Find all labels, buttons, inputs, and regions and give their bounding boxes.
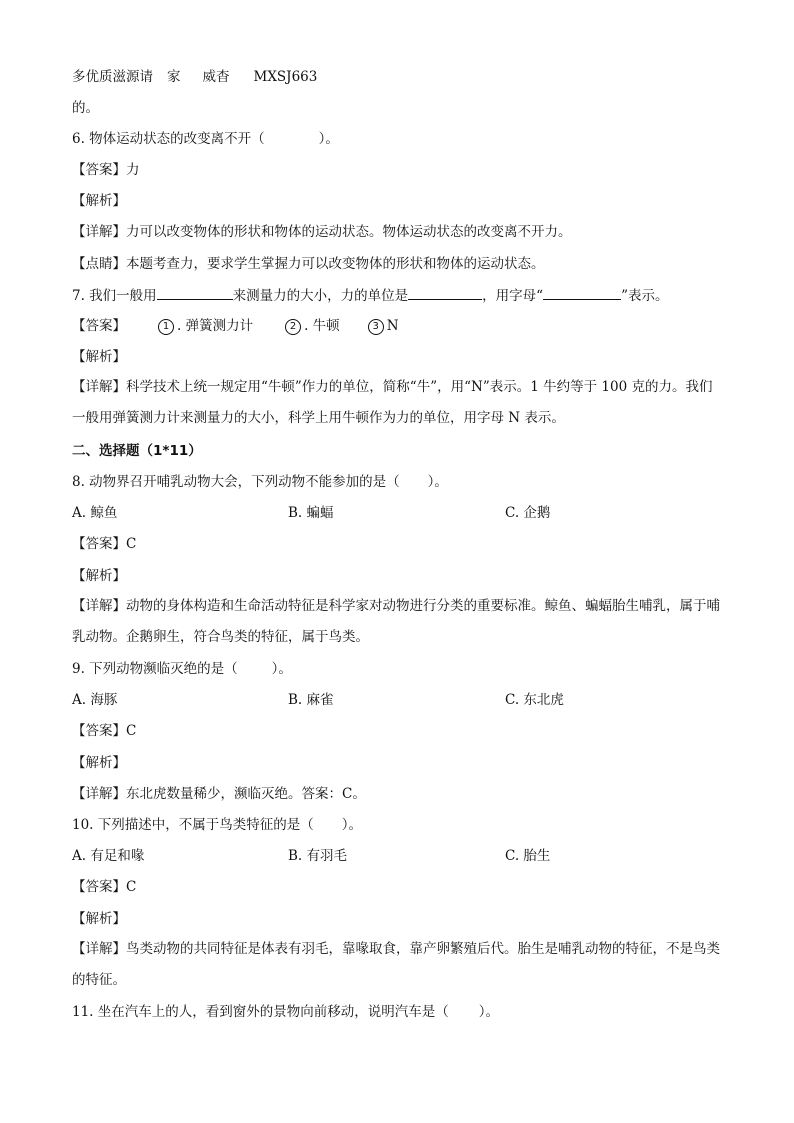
question-6-tail: ）。	[318, 131, 339, 147]
answer-tag: 【答案】	[72, 162, 126, 178]
question-9-answer	[72, 721, 136, 741]
detail-tag: 【详解】	[72, 224, 126, 240]
header-mid2: 威杳	[202, 69, 230, 85]
answer-2: . 牛顿	[304, 318, 340, 334]
continuation-line: 的。	[72, 100, 99, 116]
analysis-tag: 【解析】	[72, 755, 126, 771]
question-7	[72, 285, 668, 306]
question-10-options	[72, 846, 722, 866]
question-11-text: 11. 坐在汽车上的人，看到窗外的景物向前移动，说明汽车是（	[72, 1004, 449, 1020]
detail-text: 动物的身体构造和生命活动特征是科学家对动物进行分类的重要标准。鲸鱼、蝙蝠胎生哺乳，属于哺乳动物。企鹅卵生，符合鸟类的特征，属于鸟类。	[72, 598, 720, 645]
answer-tag: 【答案】	[72, 879, 126, 895]
header-left: 多优质滋源请	[72, 69, 153, 85]
question-8-options	[72, 503, 722, 523]
note-text: 本题考查力，要求学生掌握力可以改变物体的形状和物体的运动状态。	[126, 256, 545, 272]
header-code: MXSJ663	[253, 69, 318, 85]
answer-tag: 【答案】	[72, 536, 126, 552]
question-7-part1: 7. 我们一般用	[72, 288, 157, 304]
question-8-tail: ）。	[427, 474, 448, 490]
option-c: C. 企鹅	[505, 505, 551, 521]
circled-number-1: 1	[158, 319, 174, 335]
answer-3: N	[386, 318, 399, 334]
option-b: B. 有羽毛	[288, 848, 348, 864]
question-8-detail	[72, 591, 722, 653]
question-6	[72, 129, 339, 149]
answer-1: . 弹簧测力计	[177, 318, 254, 334]
question-9-detail	[72, 784, 366, 804]
option-b: B. 麻雀	[288, 692, 334, 708]
option-b: B. 蝙蝠	[288, 505, 334, 521]
question-9-text: 9. 下列动物濒临灭绝的是（	[72, 661, 238, 677]
question-7-answer	[72, 316, 399, 336]
question-7-part4: ”表示。	[621, 288, 669, 304]
answer-value: C	[126, 536, 137, 552]
analysis-tag: 【解析】	[72, 911, 126, 927]
header-mid1: 家	[167, 69, 181, 85]
answer-tag: 【答案】	[72, 318, 126, 334]
detail-tag: 【详解】	[72, 598, 126, 614]
answer-value: C	[126, 723, 137, 739]
question-11-tail: ）。	[478, 1004, 500, 1020]
question-7-part2: 来测量力的大小，力的单位是	[232, 288, 409, 304]
analysis-tag: 【解析】	[72, 568, 126, 584]
option-a: A. 鲸鱼	[72, 505, 118, 521]
header-line	[72, 67, 317, 87]
detail-tag: 【详解】	[72, 786, 126, 802]
blank-2	[408, 285, 482, 300]
analysis-tag: 【解析】	[72, 349, 126, 365]
question-6-note	[72, 254, 545, 274]
blank-1	[157, 285, 233, 300]
option-a: A. 海豚	[72, 692, 118, 708]
question-8-answer	[72, 534, 136, 554]
detail-text: 力可以改变物体的形状和物体的运动状态。物体运动状态的改变离不开力。	[126, 224, 572, 240]
question-10-text: 10. 下列描述中，不属于鸟类特征的是（	[72, 817, 314, 833]
circled-number-2: 2	[285, 319, 301, 335]
analysis-tag: 【解析】	[72, 193, 126, 209]
question-10	[72, 815, 362, 835]
detail-tag: 【详解】	[72, 941, 126, 957]
question-6-detail	[72, 222, 572, 242]
detail-text: 东北虎数量稀少，濒临灭绝。答案：C。	[126, 786, 366, 802]
question-7-part3: ，用字母“	[482, 288, 544, 304]
question-8	[72, 472, 448, 492]
question-8-text: 8. 动物界召开哺乳动物大会，下列动物不能参加的是（	[72, 474, 400, 490]
note-tag: 【点睛】	[72, 256, 126, 272]
option-c: C. 胎生	[505, 848, 551, 864]
question-10-answer	[72, 877, 136, 897]
question-6-text: 6. 物体运动状态的改变离不开（	[72, 131, 265, 147]
option-a: A. 有足和喙	[72, 848, 145, 864]
section-heading: 二、选择题（1*11）	[72, 443, 202, 459]
question-7-detail	[72, 372, 722, 434]
question-10-detail	[72, 934, 722, 996]
circled-number-3: 3	[368, 319, 384, 335]
answer-tag: 【答案】	[72, 723, 126, 739]
question-9-options	[72, 690, 722, 710]
question-9	[72, 659, 292, 679]
answer-value: C	[126, 879, 137, 895]
question-9-tail: ）。	[271, 661, 292, 677]
option-c: C. 东北虎	[505, 692, 564, 708]
question-11	[72, 1002, 499, 1022]
detail-text: 鸟类动物的共同特征是体表有羽毛，靠喙取食，靠产卵繁殖后代。胎生是哺乳动物的特征，不是鸟类的特征。	[72, 941, 720, 988]
answer-value: 力	[126, 162, 140, 178]
question-10-tail: ）。	[341, 817, 363, 833]
blank-3	[543, 285, 621, 300]
question-6-answer	[72, 160, 140, 180]
detail-tag: 【详解】	[72, 379, 126, 395]
detail-text: 科学技术上统一规定用“牛顿”作力的单位，简称“牛”，用“N”表示。1 牛约等于 100 克的力。我们一般用弹簧测力计来测量力的大小，科学上用牛顿作为力的单位，用字母 N 表示。	[72, 379, 713, 426]
